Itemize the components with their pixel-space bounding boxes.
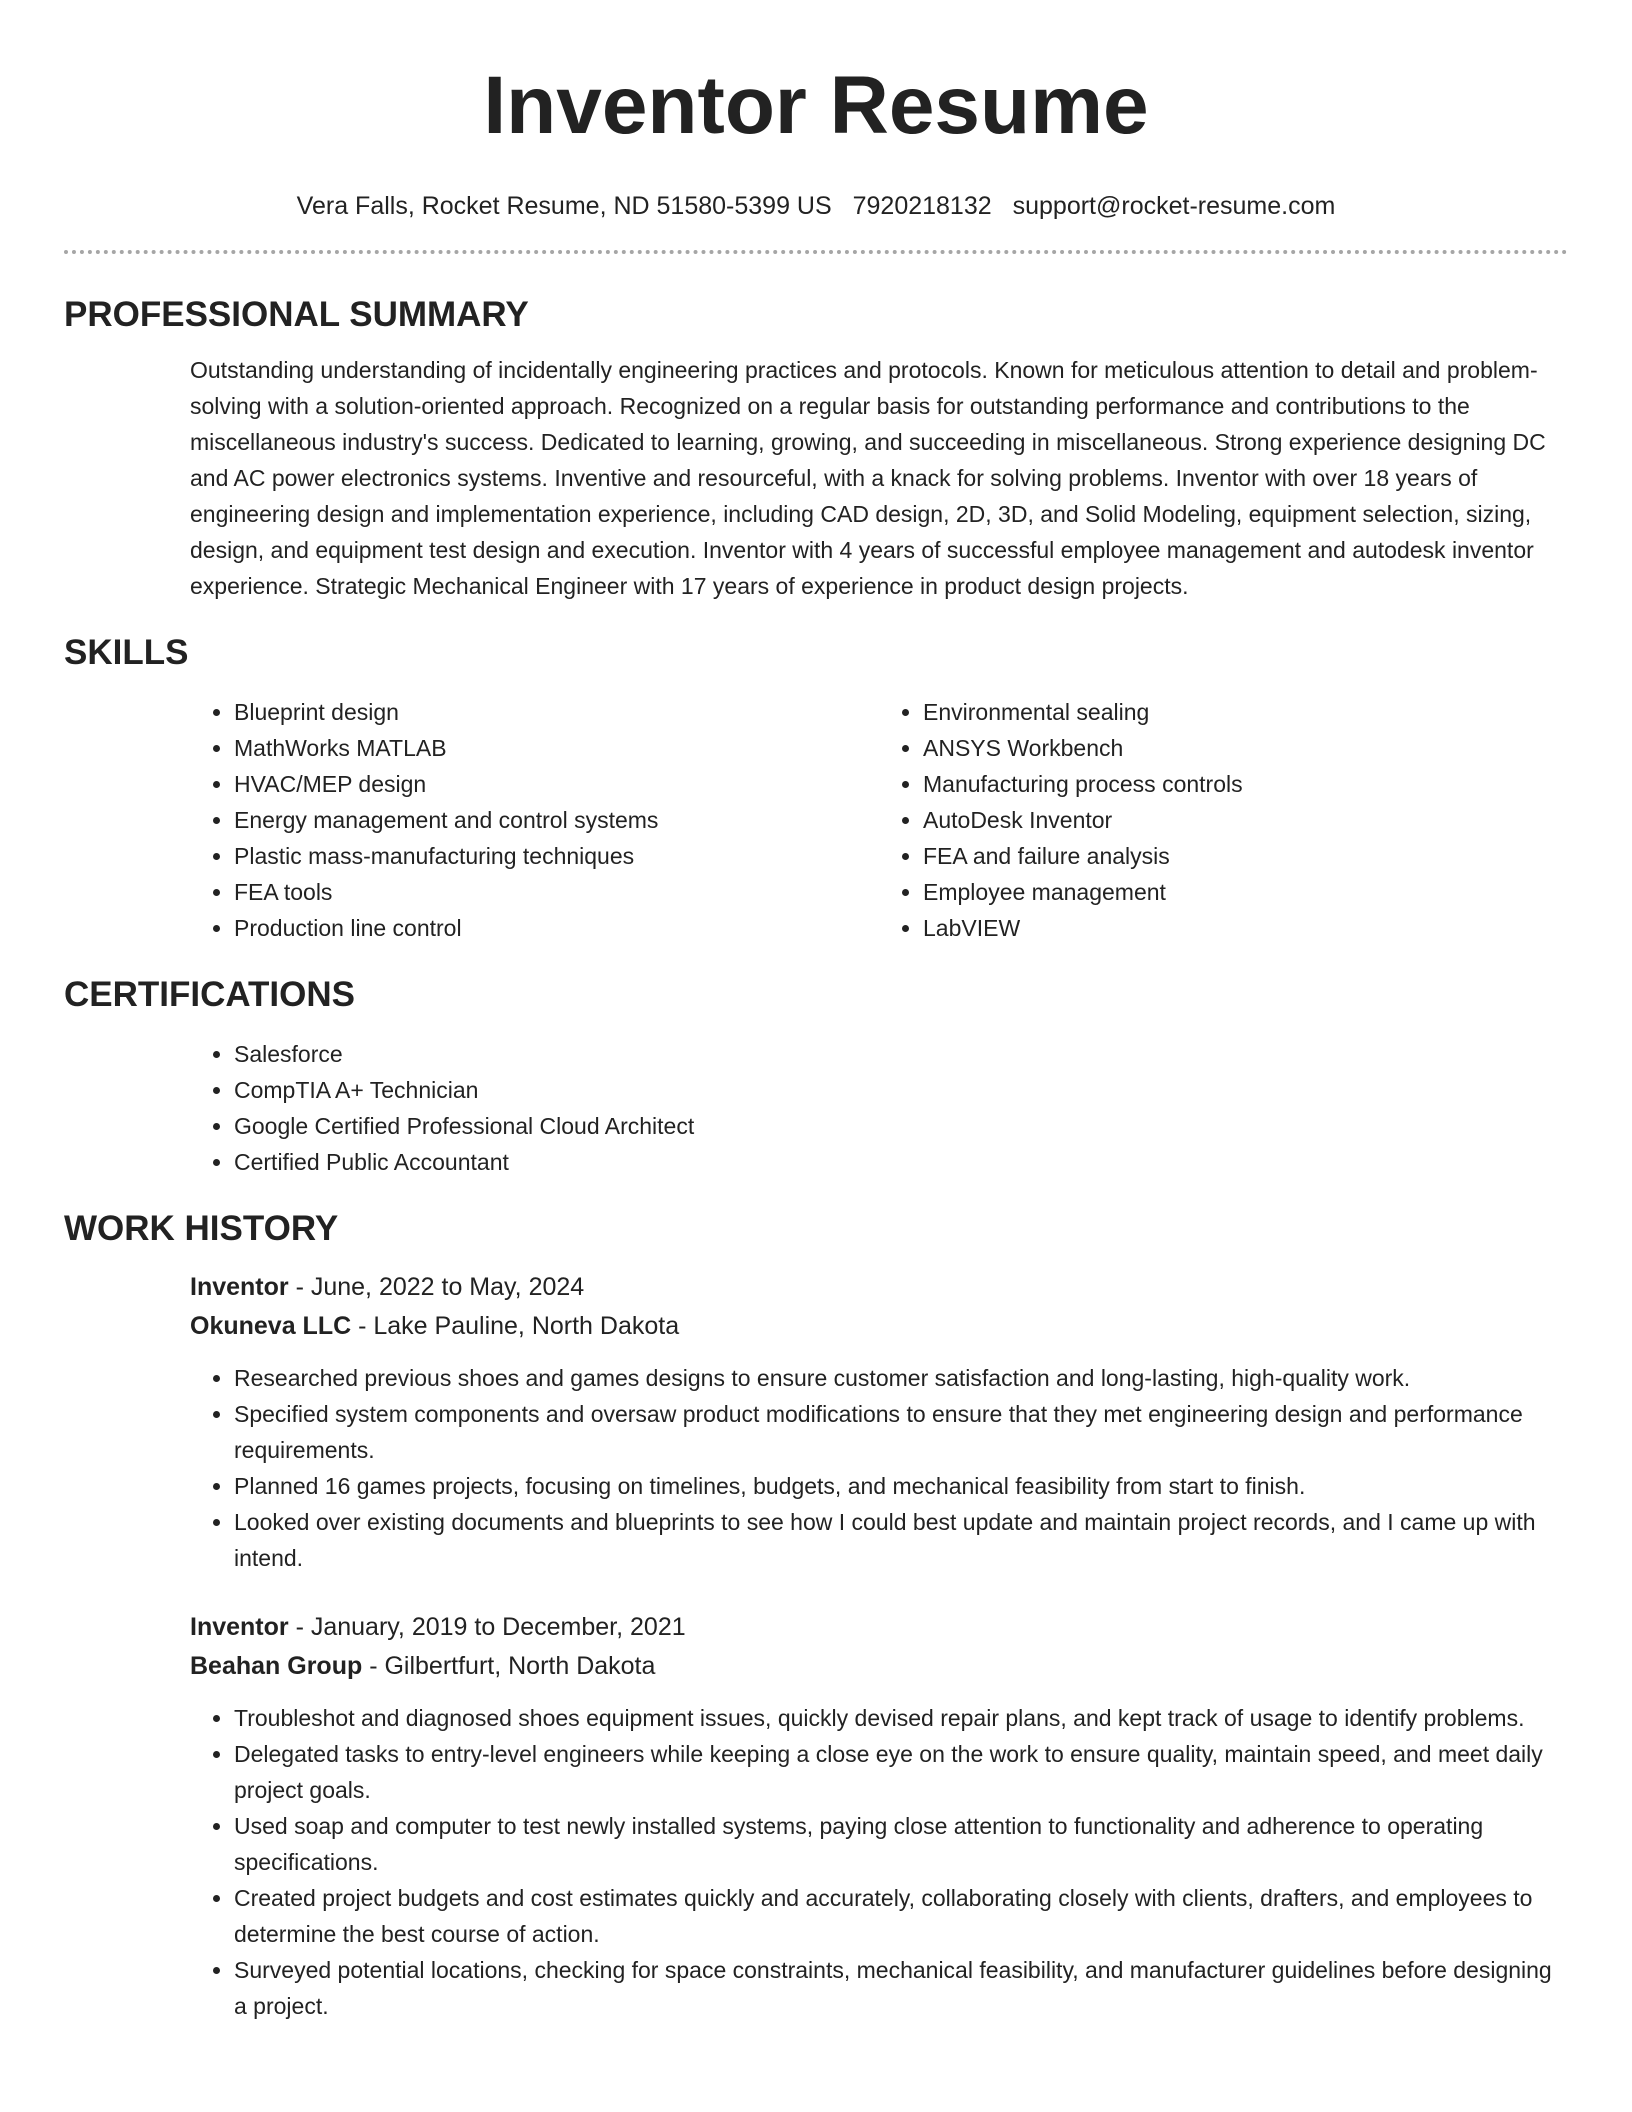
job-duties-list [190, 1700, 1568, 2024]
job-title: Inventor [190, 1273, 289, 1301]
job-dates: June, 2022 to May, 2024 [310, 1273, 585, 1301]
skill-item: • Employee management [923, 874, 1568, 910]
skills-list-left [190, 694, 879, 946]
work-history-heading: WORK HISTORY [64, 1209, 339, 1248]
job-separator: - [288, 1613, 311, 1641]
job-duty-item: • Created project budgets and cost estimates quickly and accurately, collaborating closely with clients, drafters, and employees to determine the best course of action. [234, 1880, 1568, 1952]
contact-email: support@rocket-resume.com [1012, 192, 1336, 220]
job-separator: - [351, 1312, 374, 1340]
certification-item: • Certified Public Accountant [234, 1144, 1568, 1180]
skills-columns [190, 694, 1568, 946]
job-entry [190, 1608, 1568, 2024]
resume-title: Inventor Resume [483, 60, 1149, 151]
contact-line [64, 190, 1568, 222]
skills-list-right [879, 694, 1568, 946]
skill-item: • Manufacturing process controls [923, 766, 1568, 802]
skill-item: • ANSYS Workbench [923, 730, 1568, 766]
job-company-line [190, 1647, 1568, 1686]
skills-heading: SKILLS [64, 633, 189, 672]
certification-item: • CompTIA A+ Technician [234, 1072, 1568, 1108]
job-duty-item: • Looked over existing documents and blueprints to see how I could best update and maintain project records, and I came up with intend. [234, 1504, 1568, 1576]
job-location: Lake Pauline, North Dakota [373, 1312, 680, 1340]
skill-item: • Energy management and control systems [234, 802, 879, 838]
job-separator: - [288, 1273, 311, 1301]
job-duty-item: • Troubleshot and diagnosed shoes equipment issues, quickly devised repair plans, and kept track of usage to identify problems. [234, 1700, 1568, 1736]
certification-item: • Google Certified Professional Cloud Architect [234, 1108, 1568, 1144]
certifications-heading: CERTIFICATIONS [64, 975, 356, 1014]
skill-item: • HVAC/MEP design [234, 766, 879, 802]
summary-text: Outstanding understanding of incidentally engineering practices and protocols. Known for meticulous attention to detail and problem-solving with a solution-oriented approach. Recognized on a regular basis for outstanding performance and contributions to the miscellaneous industry's success. Dedicated to learning, growing, and succeeding in miscellaneous. Strong experience designing DC and AC power electronics systems. Inventive and resourceful, with a knack for solving problems. Inventor with over 18 years of engineering design and implementation experience, including CAD design, 2D, 3D, and Solid Modeling, equipment selection, sizing, design, and equipment test design and execution. Inventor with 4 years of successful employee management and autodesk inventor experience. Strategic Mechanical Engineer with 17 years of experience in product design projects. [190, 357, 1546, 599]
header-divider [64, 250, 1568, 254]
job-dates: January, 2019 to December, 2021 [310, 1613, 686, 1641]
certifications-section [64, 974, 1568, 1180]
job-title-line [190, 1268, 1568, 1307]
skill-item: • FEA tools [234, 874, 879, 910]
skill-item: • LabVIEW [923, 910, 1568, 946]
skill-item: • AutoDesk Inventor [923, 802, 1568, 838]
certification-item: • Salesforce [234, 1036, 1568, 1072]
skill-item: • FEA and failure analysis [923, 838, 1568, 874]
skill-item: • MathWorks MATLAB [234, 730, 879, 766]
job-duty-item: • Surveyed potential locations, checking for space constraints, mechanical feasibility, and manufacturer guidelines before designing a project. [234, 1952, 1568, 2024]
contact-address: Vera Falls, Rocket Resume, ND 51580-5399 US [296, 192, 832, 220]
job-entry [190, 1268, 1568, 1576]
summary-heading: PROFESSIONAL SUMMARY [64, 295, 529, 334]
job-duty-item: • Planned 16 games projects, focusing on timelines, budgets, and mechanical feasibility from start to finish. [234, 1468, 1568, 1504]
skill-item: • Plastic mass-manufacturing techniques [234, 838, 879, 874]
job-company: Beahan Group [190, 1652, 363, 1680]
job-company-line [190, 1307, 1568, 1346]
summary-body [190, 352, 1568, 604]
job-separator: - [362, 1652, 385, 1680]
job-duty-item: • Researched previous shoes and games designs to ensure customer satisfaction and long-lasting, high-quality work. [234, 1360, 1568, 1396]
skill-item: • Environmental sealing [923, 694, 1568, 730]
certifications-list [190, 1036, 1568, 1180]
job-duty-item: • Specified system components and oversaw product modifications to ensure that they met engineering design and performance requirements. [234, 1396, 1568, 1468]
job-duty-item: • Delegated tasks to entry-level engineers while keeping a close eye on the work to ensure quality, maintain speed, and meet daily project goals. [234, 1736, 1568, 1808]
work-history-section [64, 1208, 1568, 2024]
job-duties-list [190, 1360, 1568, 1576]
skill-item: • Blueprint design [234, 694, 879, 730]
job-duty-item: • Used soap and computer to test newly installed systems, paying close attention to functionality and adherence to operating specifications. [234, 1808, 1568, 1880]
summary-section [64, 294, 1568, 604]
certifications-body [190, 1036, 1568, 1180]
job-location: Gilbertfurt, North Dakota [384, 1652, 656, 1680]
skill-item: • Production line control [234, 910, 879, 946]
contact-phone: 7920218132 [852, 192, 992, 220]
job-company: Okuneva LLC [190, 1312, 352, 1340]
skills-section [64, 632, 1568, 946]
job-title-line [190, 1608, 1568, 1647]
job-title: Inventor [190, 1613, 289, 1641]
